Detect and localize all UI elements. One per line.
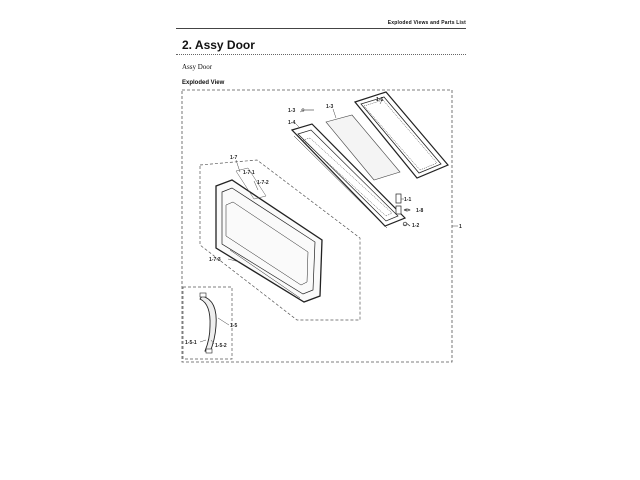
callout-1-8: 1-8: [416, 208, 424, 214]
exploded-view-label: Exploded View: [182, 80, 225, 86]
callout-1-7-2: 1-7-2: [257, 180, 269, 186]
callout-1-6: 1-6: [376, 97, 384, 103]
callout-1-3: 1-3: [326, 104, 334, 110]
callout-1-1: 1-1: [404, 197, 412, 203]
part-front-panel: [216, 180, 322, 302]
callout-1: 1: [459, 224, 462, 230]
callout-1-5-1: 1-5-1: [185, 340, 197, 346]
callout-1-9: 1-3: [288, 108, 296, 114]
page-title: 2. Assy Door: [182, 38, 255, 52]
callout-1-2: 1-2: [412, 223, 420, 229]
part-glass-sheet: [326, 115, 400, 180]
callout-1-5: 1-5: [230, 323, 238, 329]
callout-1-7-1: 1-7-1: [243, 170, 255, 176]
callout-1-4: 1-4: [288, 120, 296, 126]
section-subtitle: Assy Door: [182, 63, 213, 71]
callout-1-5-2: 1-5-2: [215, 343, 227, 349]
callout-1-7: 1-7: [230, 155, 238, 161]
header-title: Exploded Views and Parts List: [387, 20, 466, 26]
callout-1-7-3: 1-7-3: [209, 257, 221, 263]
